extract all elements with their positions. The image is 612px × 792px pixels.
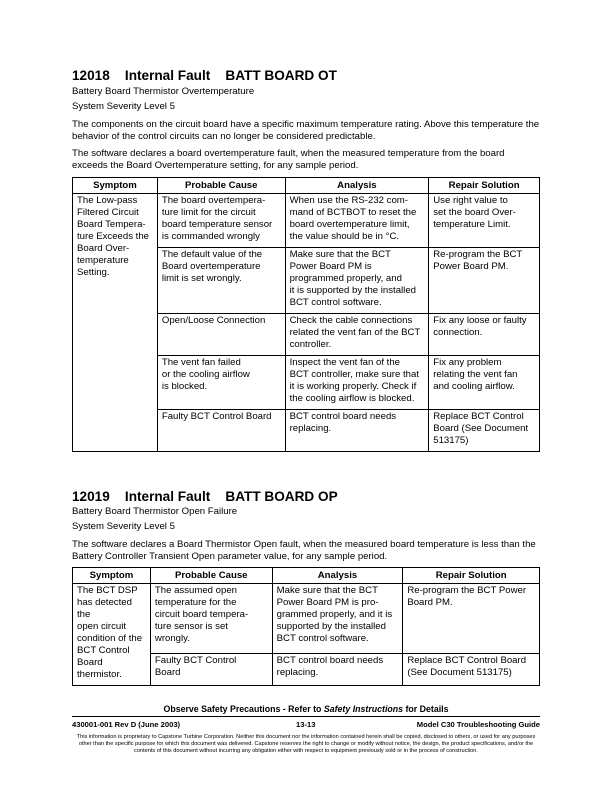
cause-cell: The assumed open temperature for the circuit board tempera- ture sensor is set wrongly. — [150, 584, 272, 654]
fault-code: 12019 — [72, 489, 110, 504]
section-title-12019 — [72, 489, 338, 504]
table-row — [73, 584, 540, 654]
troubleshooting-table-12018 — [72, 177, 540, 452]
analysis-cell: Make sure that the BCT Power Board PM is pro- grammed properly, and it is supported by the installed BCT control software. — [272, 584, 403, 654]
severity-level: System Severity Level 5 — [72, 521, 175, 532]
column-header: Analysis — [285, 178, 429, 194]
repair-cell: Fix any loose or faulty connection. — [429, 314, 540, 356]
cause-cell: The vent fan failed or the cooling airflow is blocked. — [157, 356, 285, 410]
page-number: 13-13 — [296, 720, 316, 729]
description-paragraph: The software declares a Board Thermistor Open fault, when the measured board temperature is less than the Battery Controller Transient Open parameter value, for any sample period. — [72, 539, 536, 562]
column-header: Symptom — [73, 178, 158, 194]
troubleshooting-table-12019 — [72, 567, 540, 686]
cause-cell: Faulty BCT Control Board — [150, 654, 272, 686]
column-header: Analysis — [272, 568, 403, 584]
description-paragraph: The software declares a board overtemperature fault, when the measured temperature from the board exceeds the Board Overtemperature setting, for any sample period. — [72, 148, 505, 171]
fault-category: Internal Fault — [124, 68, 211, 83]
analysis-cell: BCT control board needs replacing. — [272, 654, 403, 686]
fault-subtitle: Battery Board Thermistor Overtemperature — [72, 86, 255, 97]
cause-cell: The board overtempera- ture limit for the circuit board temperature sensor is commanded wrongly — [157, 194, 285, 248]
column-header: Symptom — [73, 568, 151, 584]
doc-number: 430001-001 Rev D (June 2003) — [72, 720, 181, 729]
repair-cell: Use right value to set the board Over- temperature Limit. — [429, 194, 540, 248]
legal-notice: This information is proprietary to Capstone Turbine Corporation. Neither this document nor the information contained herein shall be copied, disclosed to others, or used for any purposes other than the specific purpose for which this document was delivered. Capstone reserves the right to change or modify without notice, the design, the product specifications, and/or the contents of this document without incurring any obligation either with respect to equipment previously sold or in the process of construction. — [76, 734, 536, 754]
fault-subtitle: Battery Board Thermistor Open Failure — [72, 506, 238, 517]
safety-instructions-reference: Safety Instructions — [323, 704, 404, 714]
analysis-cell: Inspect the vent fan of the BCT controller, make sure that it is working properly. Check if the cooling airflow is blocked. — [285, 356, 429, 410]
table-header-row — [73, 178, 540, 194]
fault-name: BATT BOARD OP — [225, 489, 338, 504]
repair-cell: Fix any problem relating the vent fan and cooling airflow. — [429, 356, 540, 410]
column-header: Probable Cause — [157, 178, 285, 194]
analysis-cell: Make sure that the BCT Power Board PM is programmed properly, and it is supported by the installed BCT control software. — [285, 248, 429, 314]
repair-cell: Replace BCT Control Board (See Document 513175) — [403, 654, 540, 686]
analysis-cell: Check the cable connections related the vent fan of the BCT controller. — [285, 314, 429, 356]
fault-name: BATT BOARD OT — [225, 68, 337, 83]
fault-category: Internal Fault — [124, 489, 211, 504]
fault-code: 12018 — [72, 68, 110, 83]
column-header: Repair Solution — [403, 568, 540, 584]
safety-notice — [72, 704, 540, 714]
cause-cell: Open/Loose Connection — [157, 314, 285, 356]
analysis-cell: When use the RS-232 com- mand of BCTBOT to reset the board overtemperature limit, the value should be in °C. — [285, 194, 429, 248]
repair-cell: Re-program the BCT Power Board PM. — [403, 584, 540, 654]
cause-cell: Faulty BCT Control Board — [157, 410, 285, 452]
section-title-12018 — [72, 68, 337, 83]
safety-prefix: Observe Safety Precautions - Refer to — [163, 704, 324, 714]
footer-divider — [72, 716, 540, 717]
symptom-cell: The BCT DSP has detected the open circuit condition of the BCT Control Board thermistor. — [73, 584, 151, 686]
table-row — [73, 194, 540, 248]
description-paragraph: The components on the circuit board have a specific maximum temperature rating. Above this temperature the behavior of the control circuits can no longer be considered predictable. — [72, 119, 540, 142]
cause-cell: The default value of the Board overtemperature limit is set wrongly. — [157, 248, 285, 314]
table-header-row — [73, 568, 540, 584]
analysis-cell: BCT control board needs replacing. — [285, 410, 429, 452]
symptom-cell: The Low-pass Filtered Circuit Board Tempera- ture Exceeds the Board Over- temperature Setting. — [73, 194, 158, 452]
guide-title: Model C30 Troubleshooting Guide — [416, 720, 540, 729]
repair-cell: Replace BCT Control Board (See Document 513175) — [429, 410, 540, 452]
repair-cell: Re-program the BCT Power Board PM. — [429, 248, 540, 314]
column-header: Repair Solution — [429, 178, 540, 194]
severity-level: System Severity Level 5 — [72, 101, 175, 112]
column-header: Probable Cause — [150, 568, 272, 584]
safety-suffix: for Details — [403, 704, 449, 714]
